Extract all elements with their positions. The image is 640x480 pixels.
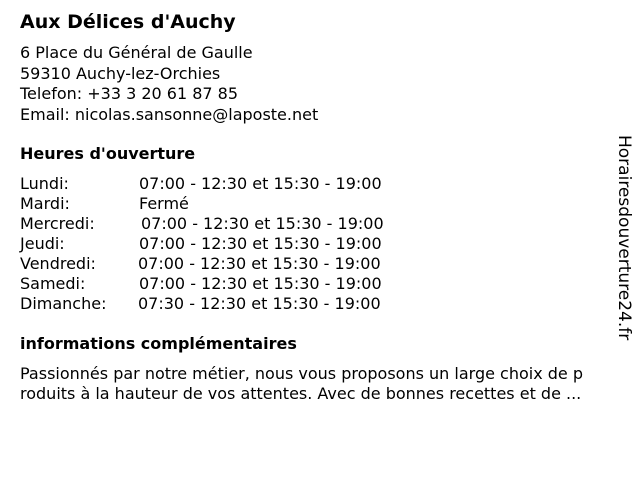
- day-hours: Fermé: [139, 194, 189, 213]
- additional-info-text: [20, 364, 632, 404]
- day-hours: 07:00 - 12:30 et 15:30 - 19:00: [139, 274, 382, 293]
- day-hours: 07:30 - 12:30 et 15:30 - 19:00: [138, 294, 381, 313]
- day-label: Jeudi:: [20, 234, 65, 253]
- day-label: Samedi:: [20, 274, 86, 293]
- day-hours: 07:00 - 12:30 et 15:30 - 19:00: [139, 234, 382, 253]
- day-label: Vendredi:: [20, 254, 96, 273]
- watermark-text: Horairesdouverture24.fr: [614, 135, 634, 341]
- street-address: 6 Place du Général de Gaulle: [20, 43, 253, 62]
- email-address: Email: nicolas.sansonne@laposte.net: [20, 104, 319, 124]
- phone-number: Telefon: +33 3 20 61 87 85: [20, 84, 239, 103]
- day-label: Mercredi:: [20, 214, 95, 233]
- city-address: 59310 Auchy-lez-Orchies: [20, 63, 221, 83]
- day-hours: 07:00 - 12:30 et 15:30 - 19:00: [139, 174, 382, 193]
- day-hours: 07:00 - 12:30 et 15:30 - 19:00: [141, 214, 384, 233]
- info-line: roduits à la hauteur de vos attentes. Avec de bonnes recettes et de ...: [20, 384, 582, 403]
- site-watermark: [612, 135, 636, 345]
- day-label: Lundi:: [20, 174, 69, 193]
- additional-info-heading: informations complémentaires: [20, 334, 297, 353]
- shop-title: Aux Délices d'Auchy: [20, 11, 236, 33]
- day-label: Dimanche:: [20, 294, 107, 313]
- day-hours: 07:00 - 12:30 et 15:30 - 19:00: [138, 254, 381, 273]
- opening-hours-heading: Heures d'ouverture: [20, 144, 196, 163]
- contact-block: [20, 43, 318, 125]
- day-label: Mardi:: [20, 194, 70, 213]
- info-line: Passionnés par notre métier, nous vous proposons un large choix de p: [20, 364, 583, 383]
